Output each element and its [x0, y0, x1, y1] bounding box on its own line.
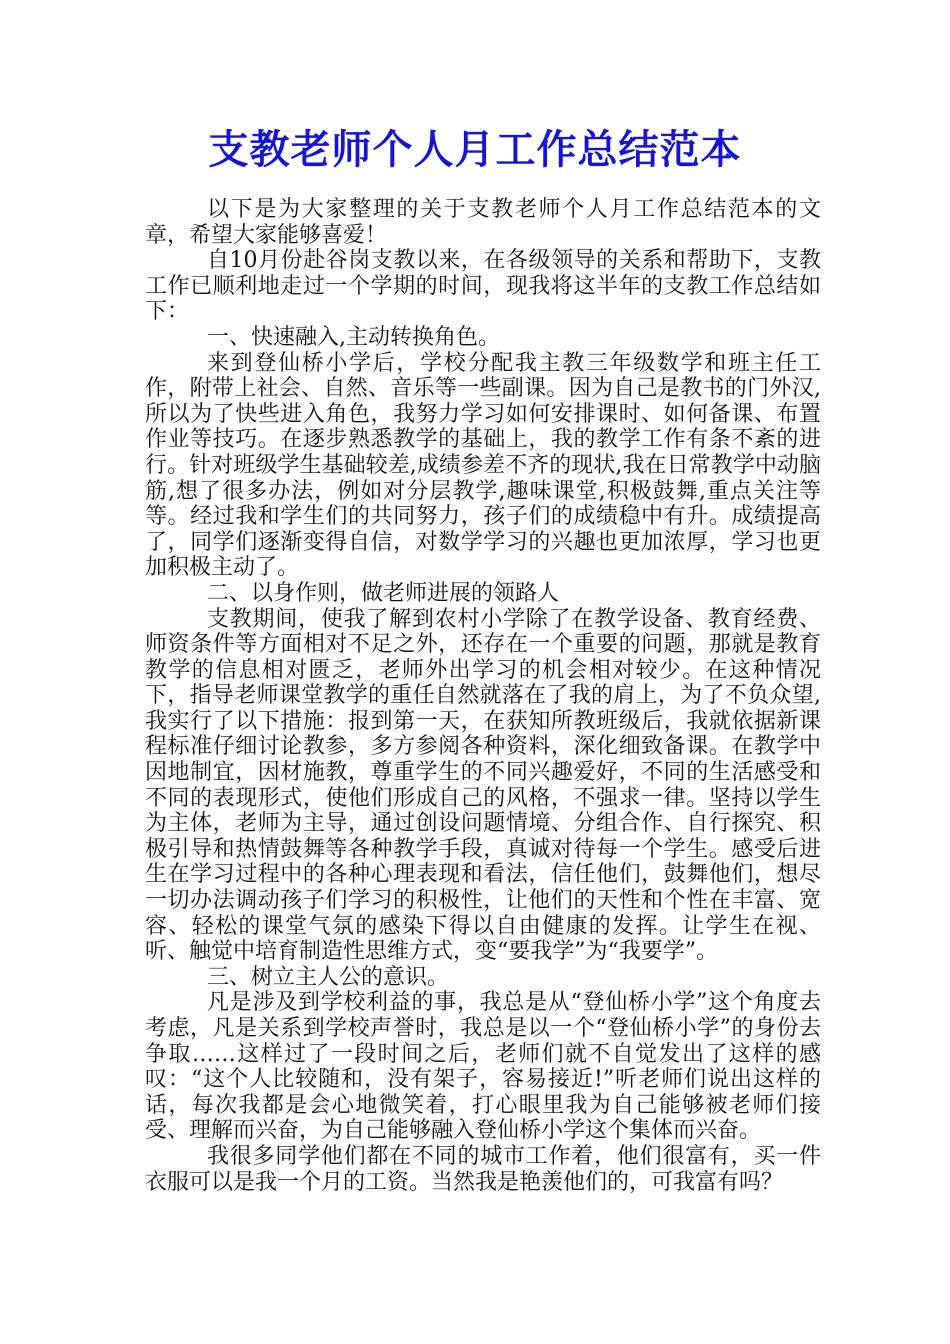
section-heading-1: 一、快速融入,主动转换角色。: [207, 324, 500, 350]
paragraph-overview: 自10月份赴谷岗支教以来，在各级领导的关系和帮助下，支教工作已顺利地走过一个学期的时间，现我将这半年的支教工作总结如下：: [145, 248, 821, 325]
paragraph-intro: 以下是为大家整理的关于支教老师个人月工作总结范本的文章，希望大家能够喜爱！: [145, 197, 821, 248]
paragraph-section-3: 凡是涉及到学校利益的事，我总是从“登仙桥小学”这个角度去考虑，凡是关系到学校声誉时，我总是以一个“登仙桥小学”的身份去争取……这样过了一段时间之后，老师们就不自觉发出了这样的感叹：“这个人比较随和，没有架子，容易接近!”听老师们说出这样的话，每次我都是会心地微笑着，打心眼里我为自己能够被老师们接受、理解而兴奋，为自己能够融入登仙桥小学这个集体而兴奋。: [145, 990, 821, 1144]
section-heading-2: 二、以身作则，做老师进展的领路人: [207, 580, 560, 606]
paragraph-section-2: 支教期间，使我了解到农村小学除了在教学设备、教育经费、师资条件等方面相对不足之外，还存在一个重要的问题，那就是教育教学的信息相对匮乏，老师外出学习的机会相对较少。在这种情况下，指导老师课堂教学的重任自然就落在了我的肩上，为了不负众望,我实行了以下措施：报到第一天，在获知所教班级后，我就依据新课程标准仔细讨论教参，多方参阅各种资料，深化细致备课。在教学中因地制宜，因材施教，尊重学生的不同兴趣爱好，不同的生活感受和不同的表现形式，使他们形成自己的风格，不强求一律。坚持以学生为主体，老师为主导，通过创设问题情境、分组合作、自行探究、积极引导和热情鼓舞等各种教学手段，真诚对待每一个学生。感受后进生在学习过程中的各种心理表现和看法，信任他们，鼓舞他们，想尽一切办法调动孩子们学习的积极性，让他们的天性和个性在丰富、宽容、轻松的课堂气氛的感染下得以自由健康的发挥。让学生在视、听、触觉中培育制造性思维方式，变“要我学”为“我要学”。: [145, 606, 821, 965]
document-title: 支教老师个人月工作总结范本: [208, 126, 742, 173]
document-body: [145, 197, 821, 1195]
paragraph-closing: 我很多同学他们都在不同的城市工作着，他们很富有，买一件衣服可以是我一个月的工资。当然我是艳羡他们的，可我富有吗？: [145, 1143, 821, 1195]
section-heading-3: 三、树立主人公的意识。: [207, 964, 450, 990]
paragraph-section-1: 来到登仙桥小学后，学校分配我主教三年级数学和班主任工作，附带上社会、自然、音乐等一些副课。因为自己是教书的门外汉,所以为了快些进入角色，我努力学习如何安排课时、如何备课、布置作业等技巧。在逐步熟悉教学的基础上，我的教学工作有条不紊的进行。针对班级学生基础较差,成绩参差不齐的现状,我在日常教学中动脑筋,想了很多办法，例如对分层教学,趣味课堂,积极鼓舞,重点关注等等。经过我和学生们的共同努力，孩子们的成绩稳中有升。成绩提高了，同学们逐渐变得自信，对数学学习的兴趣也更加浓厚，学习也更加积极主动了。: [145, 350, 821, 581]
